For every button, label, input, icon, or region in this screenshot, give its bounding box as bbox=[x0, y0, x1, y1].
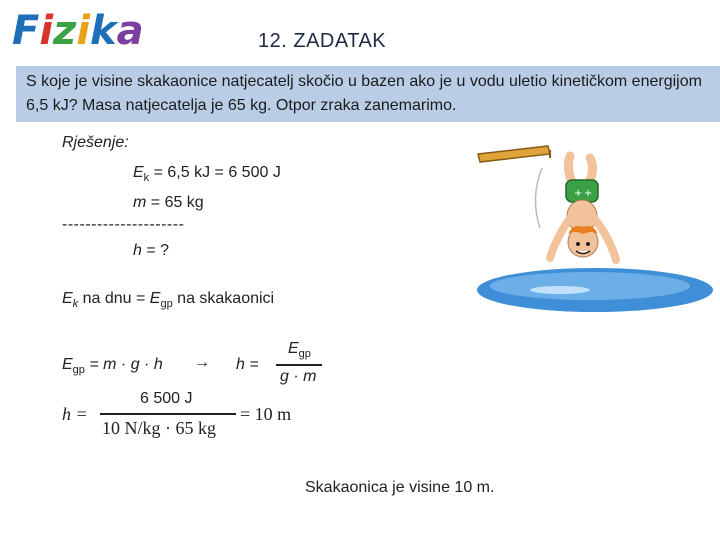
water-highlight bbox=[490, 272, 690, 300]
diver-illustration bbox=[470, 138, 720, 328]
task-text: S koje je visine skakaonice natjecatelj skočio u bazen ako je u vodu uletio kinetičkom energijom 6,5 kJ? Masa natjecatelja je 65 kg. Otpor zraka zanemarimo. bbox=[16, 66, 720, 122]
calculation-lhs: h = bbox=[62, 404, 88, 424]
logo-letter-z: z bbox=[53, 8, 77, 52]
implies-arrow: → bbox=[194, 354, 210, 371]
water-ripple bbox=[530, 286, 590, 294]
fraction2-numerator: 6 500 J bbox=[140, 390, 193, 407]
conclusion-text: Skakaonica je visine 10 m. bbox=[305, 479, 495, 496]
potential-energy-formula: $E_{gp} = m \cdot g \cdot h$ bbox=[62, 356, 163, 376]
given-kinetic-energy: $E_k = 6,5$ kJ = 6 500 J bbox=[133, 164, 281, 184]
calculation-result: = 10 m bbox=[240, 404, 292, 424]
unknown-height: h = ? bbox=[133, 242, 170, 259]
fraction1-numerator: $E_{gp}$ bbox=[288, 340, 311, 360]
logo-letter-a: a bbox=[116, 8, 144, 52]
logo-letter-i2: i bbox=[76, 8, 91, 52]
diver-arm-left bbox=[550, 218, 570, 258]
page-title: 12. ZADATAK bbox=[258, 30, 387, 52]
energy-relation: $E_k$ na dnu = $E_{gp}$ na skakaonici bbox=[62, 290, 275, 310]
svg-text:+: + bbox=[574, 188, 583, 199]
fraction1-denominator: g · m bbox=[280, 368, 317, 385]
svg-text:+: + bbox=[584, 188, 593, 199]
height-formula-lhs: h = bbox=[236, 356, 259, 373]
logo-letter-k: k bbox=[90, 8, 117, 52]
fraction2-bar bbox=[100, 413, 236, 415]
motion-line bbox=[535, 168, 542, 228]
fraction2-denominator: 10 N/kg · 65 kg bbox=[102, 418, 216, 438]
diver-leg-left bbox=[568, 156, 572, 182]
logo-letter-f: F bbox=[12, 8, 40, 52]
logo-letter-i: i bbox=[39, 8, 54, 52]
fraction1-bar bbox=[276, 364, 322, 366]
separator-line: --------------------- bbox=[62, 216, 185, 233]
solution-heading: Rješenje: bbox=[62, 134, 129, 151]
springboard bbox=[478, 146, 550, 162]
given-mass: m = 65 kg bbox=[133, 194, 204, 211]
